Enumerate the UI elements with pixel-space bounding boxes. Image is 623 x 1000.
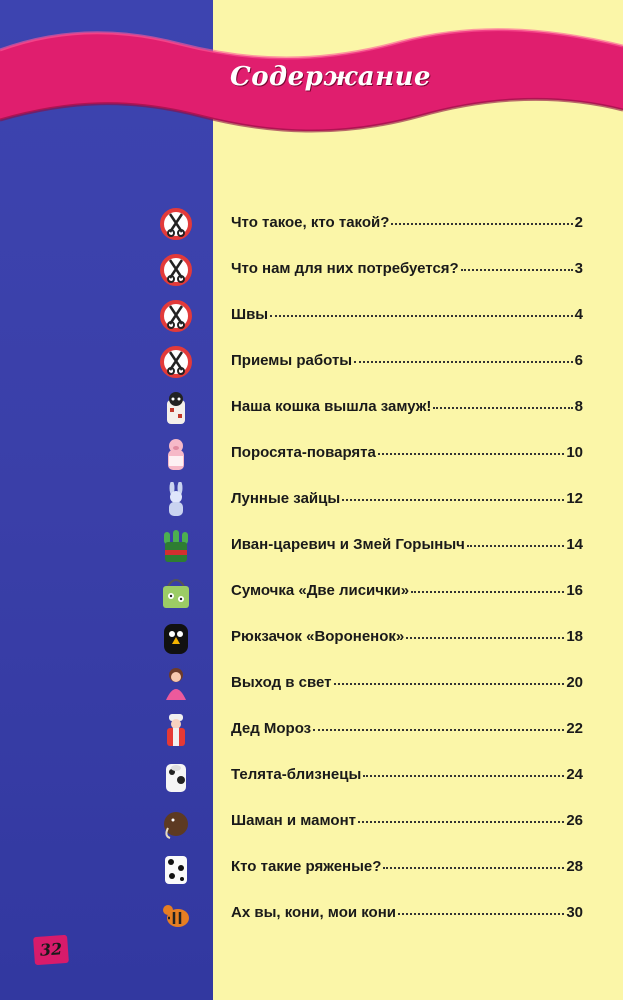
toc-title: Лунные зайцы xyxy=(231,490,341,507)
scissors-badge-icon xyxy=(160,252,192,288)
toc-page: 20 xyxy=(566,674,583,691)
santa-toy-icon xyxy=(160,712,192,748)
toc-page: 18 xyxy=(566,628,583,645)
toc-title: Что нам для них потребуется? xyxy=(231,260,459,277)
toc-page: 30 xyxy=(566,904,583,921)
toc-title: Наша кошка вышла замуж! xyxy=(231,398,432,415)
toc-title: Иван-царевич и Змей Горыныч xyxy=(231,536,465,553)
toc-page: 22 xyxy=(566,720,583,737)
list-item xyxy=(0,706,623,752)
hare-toy-icon xyxy=(160,482,192,518)
list-item xyxy=(0,384,623,430)
pig-toy-icon xyxy=(160,436,192,472)
scissors-badge-icon xyxy=(160,298,192,334)
toc-title: Шаман и мамонт xyxy=(231,812,356,829)
toc-page: 24 xyxy=(566,766,583,783)
list-item xyxy=(0,660,623,706)
toc-page: 26 xyxy=(566,812,583,829)
toc-title: Выход в свет xyxy=(231,674,332,691)
list-item xyxy=(0,798,623,844)
list-item xyxy=(0,338,623,384)
list-item xyxy=(0,292,623,338)
toc-title: Ах вы, кони, мои кони xyxy=(231,904,396,921)
toc-page: 4 xyxy=(574,306,583,323)
list-item xyxy=(0,430,623,476)
scissors-badge-icon xyxy=(160,206,192,242)
toc-title: Кто такие ряженые? xyxy=(231,858,382,875)
cat-toy-icon xyxy=(160,390,192,426)
toc-page: 12 xyxy=(566,490,583,507)
toc-title: Дед Мороз xyxy=(231,720,312,737)
list-item xyxy=(0,476,623,522)
toc-page: 28 xyxy=(566,858,583,875)
page-title: Содержание xyxy=(230,62,432,92)
toc-page: 6 xyxy=(574,352,583,369)
list-item xyxy=(0,752,623,798)
bag-icon xyxy=(160,574,192,610)
list-item xyxy=(0,246,623,292)
toc-title: Швы xyxy=(231,306,269,323)
toc-page: 8 xyxy=(574,398,583,415)
calf-toy-icon xyxy=(160,758,192,794)
list-item xyxy=(0,200,623,246)
toc-page: 16 xyxy=(566,582,583,599)
toc-title: Приемы работы xyxy=(231,352,353,369)
page-number-badge: 32 xyxy=(33,935,69,965)
toc-page: 10 xyxy=(566,444,583,461)
toc-page: 2 xyxy=(574,214,583,231)
toc-title: Сумочка «Две лисички» xyxy=(231,582,410,599)
mummer-toy-icon xyxy=(160,850,192,886)
toc-title: Телята-близнецы xyxy=(231,766,362,783)
toc-page: 3 xyxy=(574,260,583,277)
mammoth-toy-icon xyxy=(160,804,192,840)
toc-title: Что такое, кто такой? xyxy=(231,214,390,231)
list-item xyxy=(0,890,623,936)
list-item xyxy=(0,844,623,890)
list-item xyxy=(0,568,623,614)
doll-toy-icon xyxy=(160,666,192,702)
scissors-badge-icon xyxy=(160,344,192,380)
list-item xyxy=(0,614,623,660)
toc-title: Рюкзачок «Вороненок» xyxy=(231,628,405,645)
horse-toy-icon xyxy=(160,896,192,932)
toc-page: 14 xyxy=(566,536,583,553)
toc-title: Поросята-поварята xyxy=(231,444,376,461)
list-item xyxy=(0,522,623,568)
dragon-toy-icon xyxy=(160,528,192,564)
crow-backpack-icon xyxy=(160,620,192,656)
